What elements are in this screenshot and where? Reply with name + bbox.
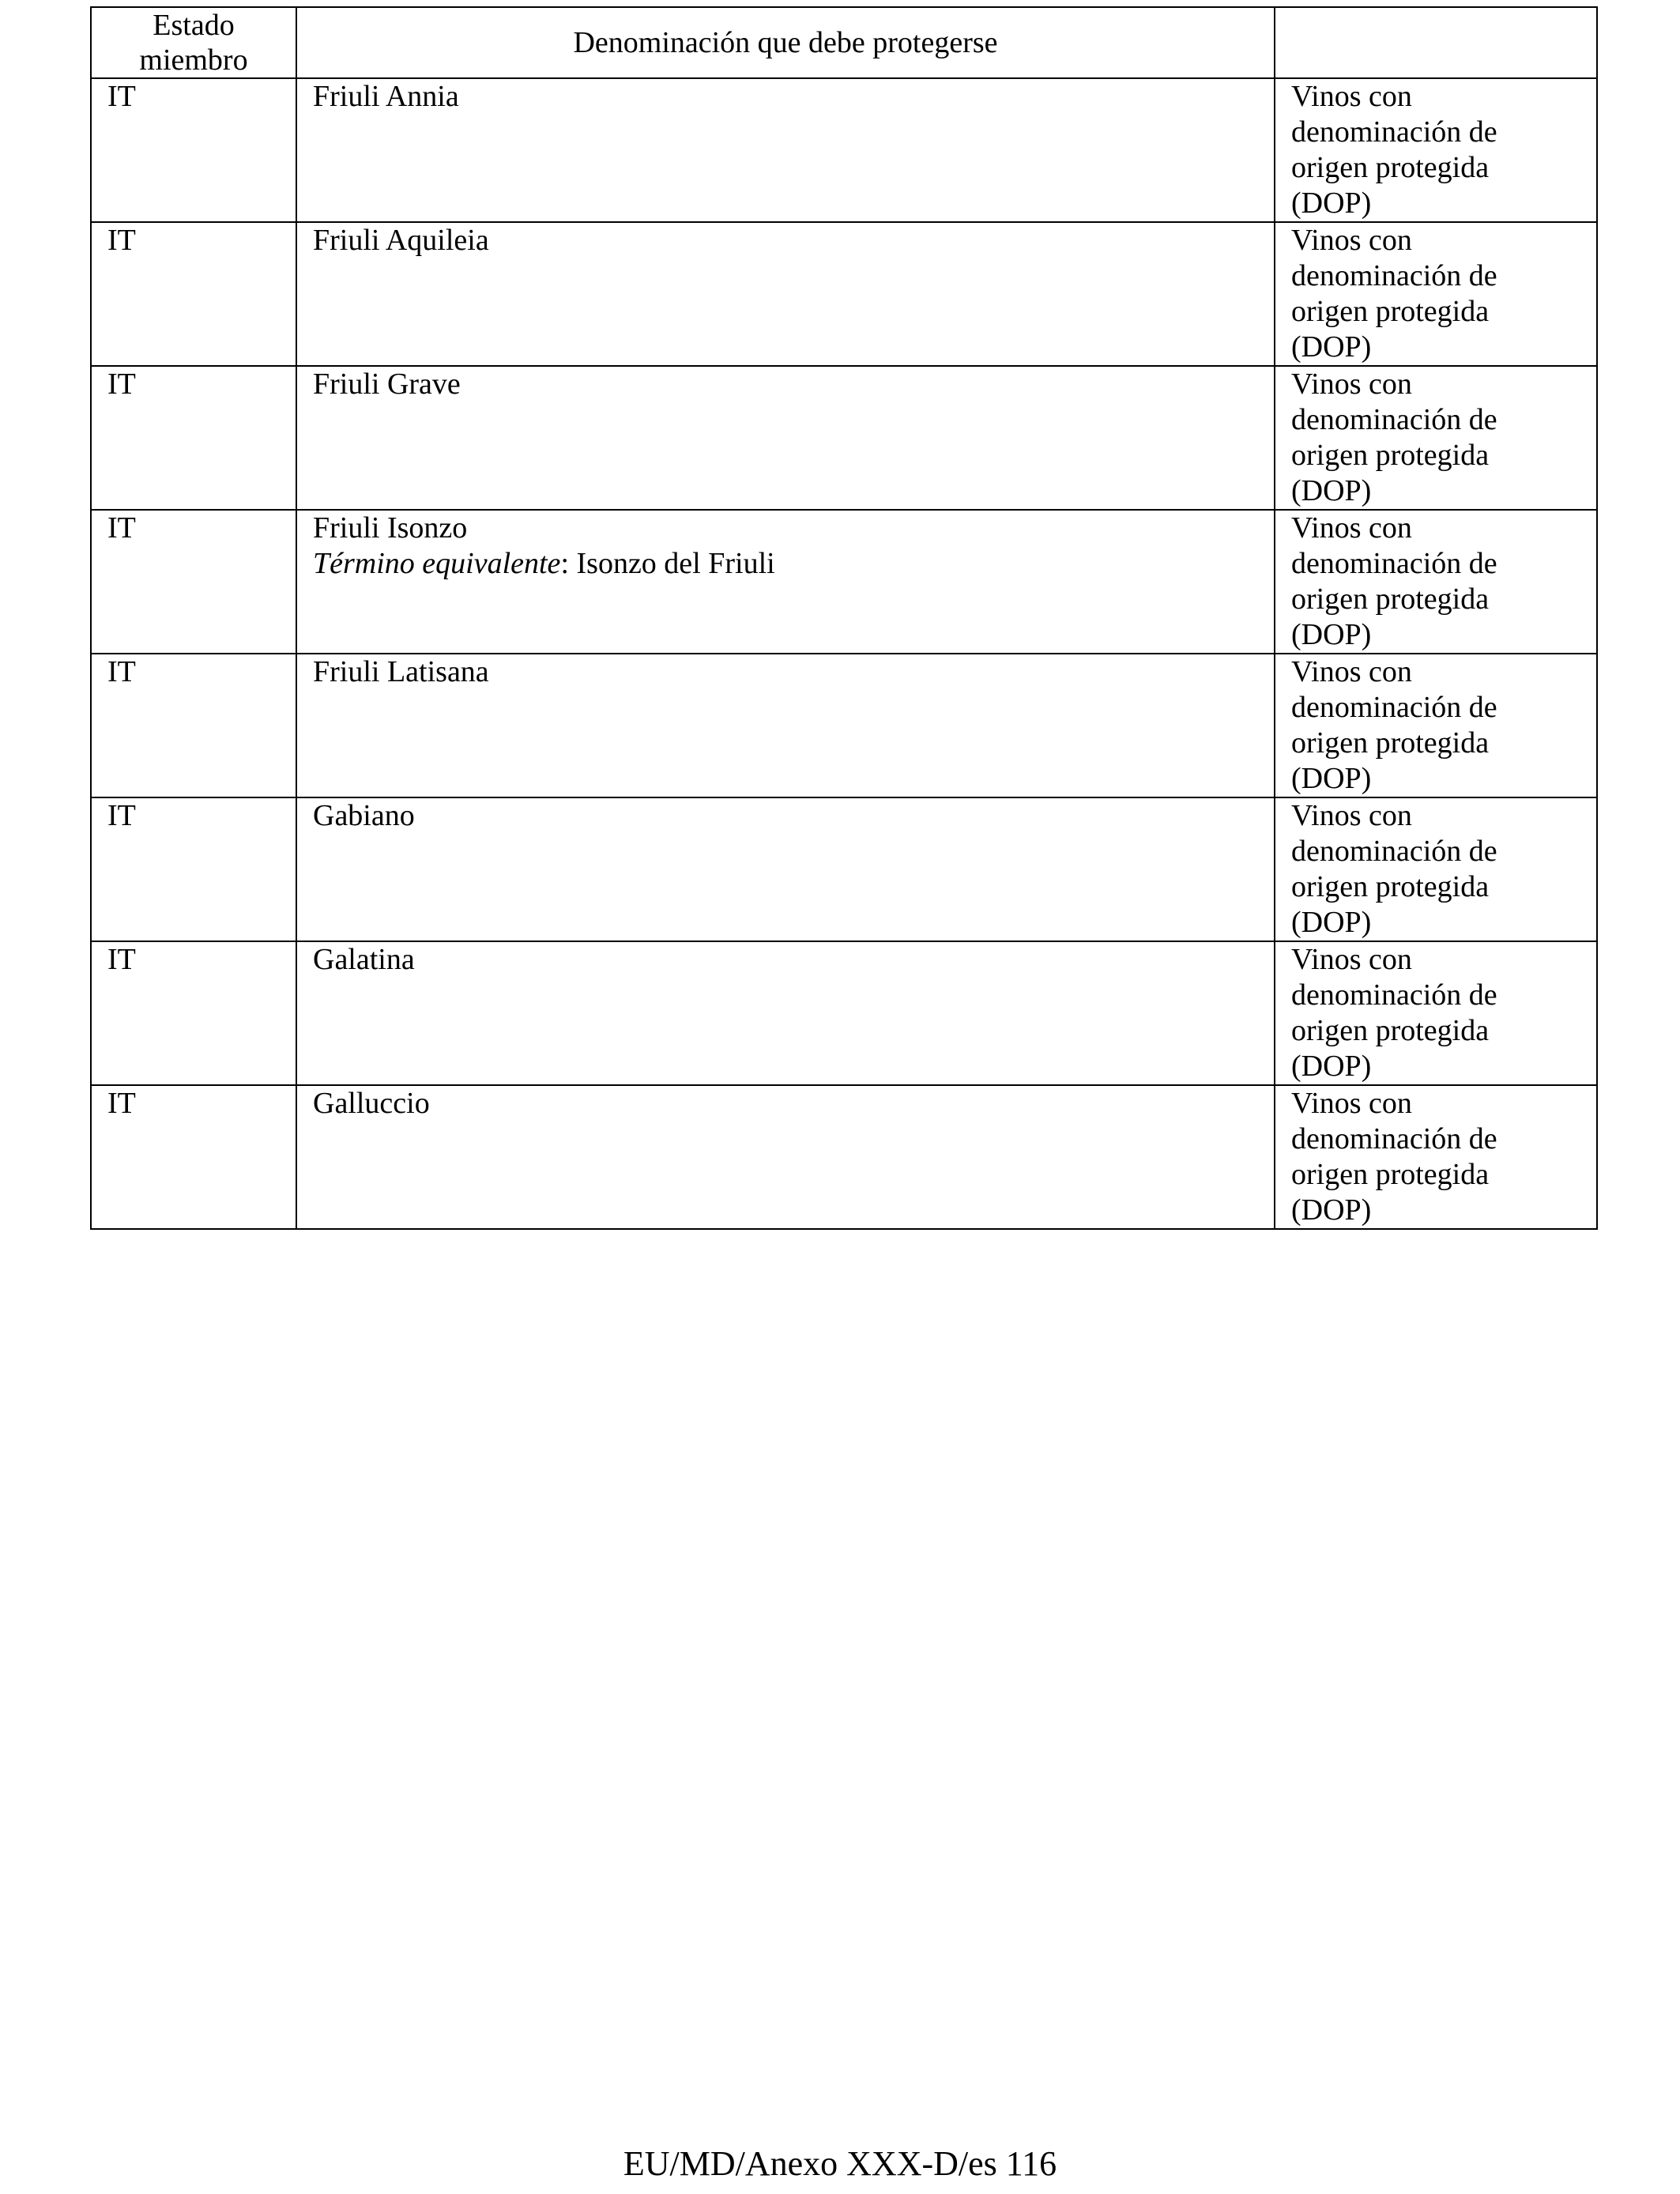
category-line: origen protegida xyxy=(1291,870,1490,903)
category-line: denominación de xyxy=(1291,835,1497,868)
table-row xyxy=(91,941,1597,1085)
member-state-cell: IT xyxy=(91,366,296,510)
category-line: (DOP) xyxy=(1291,187,1372,220)
category-line: Vinos con xyxy=(1291,655,1412,688)
category-line: (DOP) xyxy=(1291,762,1372,795)
category-line: Vinos con xyxy=(1291,368,1412,401)
protected-name-cell xyxy=(296,654,1275,797)
category-line: denominación de xyxy=(1291,691,1497,724)
protected-name-cell xyxy=(296,222,1275,366)
protected-name-cell xyxy=(296,78,1275,222)
category-cell xyxy=(1275,797,1597,941)
category-line: Vinos con xyxy=(1291,799,1412,832)
equivalent-term-label: Término equivalente xyxy=(313,547,561,580)
table-row xyxy=(91,510,1597,654)
category-line: origen protegida xyxy=(1291,582,1490,616)
protected-name: Galluccio xyxy=(313,1087,430,1120)
category-line: (DOP) xyxy=(1291,906,1372,939)
protected-name-cell xyxy=(296,797,1275,941)
protected-name: Friuli Isonzo xyxy=(313,511,468,545)
protected-name: Friuli Annia xyxy=(313,80,459,113)
header-row xyxy=(91,7,1597,78)
header-member-state-line2: miembro xyxy=(139,43,248,77)
category-line: denominación de xyxy=(1291,259,1497,292)
category-line: origen protegida xyxy=(1291,439,1490,472)
header-category xyxy=(1275,7,1597,78)
category-cell xyxy=(1275,654,1597,797)
protected-name-cell xyxy=(296,941,1275,1085)
protected-names-table xyxy=(90,6,1598,1230)
category-cell xyxy=(1275,1085,1597,1229)
category-line: origen protegida xyxy=(1291,1014,1490,1047)
protected-name: Friuli Latisana xyxy=(313,655,489,688)
table-row xyxy=(91,78,1597,222)
category-line: denominación de xyxy=(1291,1122,1497,1155)
category-cell xyxy=(1275,510,1597,654)
protected-name: Friuli Grave xyxy=(313,368,461,401)
category-line: origen protegida xyxy=(1291,151,1490,184)
equivalent-term-value: : Isonzo del Friuli xyxy=(560,547,775,580)
table-body xyxy=(91,78,1597,1229)
header-member-state-line1: Estado xyxy=(153,9,235,42)
category-cell xyxy=(1275,941,1597,1085)
member-state-cell: IT xyxy=(91,941,296,1085)
category-line: (DOP) xyxy=(1291,330,1372,364)
category-line: Vinos con xyxy=(1291,1087,1412,1120)
table-row xyxy=(91,654,1597,797)
category-cell xyxy=(1275,78,1597,222)
category-cell xyxy=(1275,222,1597,366)
member-state-cell: IT xyxy=(91,1085,296,1229)
category-line: (DOP) xyxy=(1291,1193,1372,1227)
protected-name: Friuli Aquileia xyxy=(313,224,489,257)
protected-name-cell xyxy=(296,1085,1275,1229)
table-row xyxy=(91,797,1597,941)
member-state-cell: IT xyxy=(91,797,296,941)
category-line: (DOP) xyxy=(1291,474,1372,507)
category-line: origen protegida xyxy=(1291,1158,1490,1191)
header-protected-name: Denominación que debe protegerse xyxy=(296,7,1275,78)
category-line: origen protegida xyxy=(1291,295,1490,328)
table-row xyxy=(91,366,1597,510)
table-header xyxy=(91,7,1597,78)
member-state-cell: IT xyxy=(91,654,296,797)
page-footer-reference: EU/MD/Anexo XXX-D/es 116 xyxy=(623,2144,1057,2183)
header-member-state xyxy=(91,7,296,78)
category-line: denominación de xyxy=(1291,403,1497,436)
category-line: (DOP) xyxy=(1291,1050,1372,1083)
protected-name: Gabiano xyxy=(313,799,415,832)
category-line: Vinos con xyxy=(1291,511,1412,545)
category-line: denominación de xyxy=(1291,115,1497,149)
category-line: Vinos con xyxy=(1291,943,1412,976)
category-line: origen protegida xyxy=(1291,726,1490,760)
category-line: denominación de xyxy=(1291,978,1497,1012)
member-state-cell: IT xyxy=(91,510,296,654)
member-state-cell: IT xyxy=(91,78,296,222)
table-row xyxy=(91,1085,1597,1229)
protected-name-cell xyxy=(296,510,1275,654)
member-state-cell: IT xyxy=(91,222,296,366)
category-line: denominación de xyxy=(1291,547,1497,580)
category-cell xyxy=(1275,366,1597,510)
protected-name: Galatina xyxy=(313,943,415,976)
category-line: Vinos con xyxy=(1291,80,1412,113)
category-line: Vinos con xyxy=(1291,224,1412,257)
table-row xyxy=(91,222,1597,366)
category-line: (DOP) xyxy=(1291,618,1372,651)
protected-name-cell xyxy=(296,366,1275,510)
